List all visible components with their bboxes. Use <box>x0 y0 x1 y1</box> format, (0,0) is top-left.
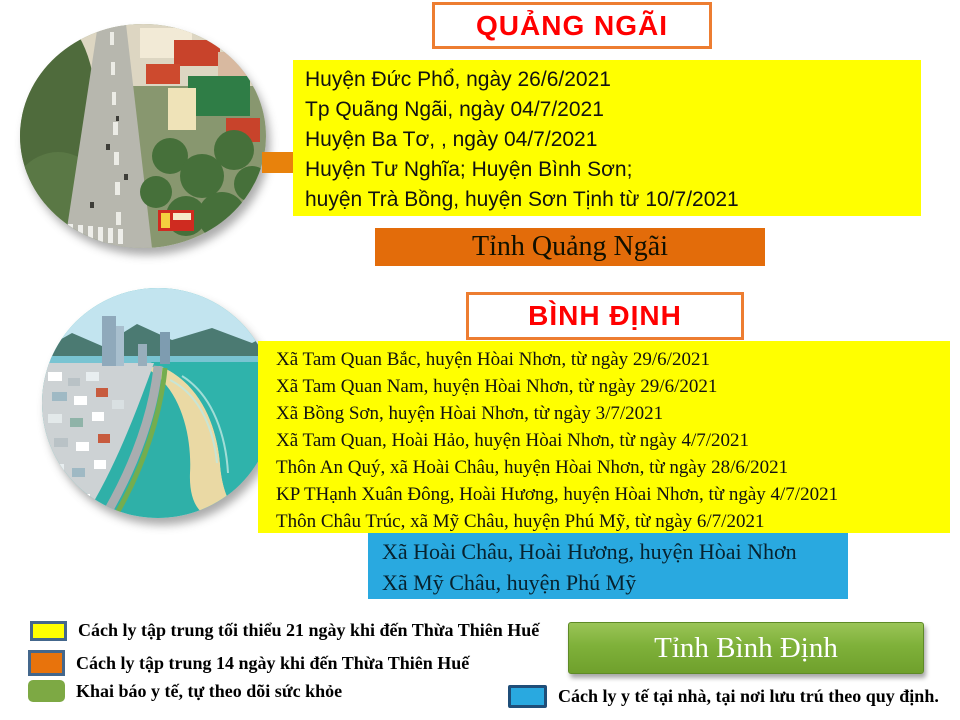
list-item: huyện Trà Bồng, huyện Sơn Tịnh từ 10/7/2021 <box>305 188 739 211</box>
connector-shape <box>262 152 293 173</box>
blue-swatch <box>508 685 547 708</box>
binh-dinh-beach-illustration <box>42 288 274 518</box>
legend-label: Khai báo y tế, tự theo dõi sức khỏe <box>76 680 343 701</box>
quang-ngai-city-illustration <box>20 24 266 248</box>
legend-item-blue <box>508 685 939 708</box>
legend-item-yellow <box>30 620 539 641</box>
list-item: Xã Tam Quan Nam, huyện Hòai Nhơn, từ ngày 29/6/2021 <box>276 376 718 397</box>
binh-dinh-beach-photo <box>42 288 274 518</box>
legend-label: Cách ly tập trung 14 ngày khi đến Thừa Thiên Huế <box>76 652 470 673</box>
binh-dinh-banner-label: Tỉnh Bình Định <box>654 631 838 664</box>
list-item: Thôn An Quý, xã Hoài Châu, huyện Hòai Nhơn, từ ngày 28/6/2021 <box>276 457 789 478</box>
list-item: Xã Bồng Sơn, huyện Hòai Nhơn, từ ngày 3/7/2021 <box>276 403 664 424</box>
binh-dinh-province-banner <box>568 622 924 674</box>
orange-swatch <box>28 650 65 676</box>
binh-dinh-home-quarantine-box <box>368 533 848 599</box>
list-item: Xã Mỹ Châu, huyện Phú Mỹ <box>382 570 637 595</box>
list-item: KP THạnh Xuân Đông, Hoài Hương, huyện Hòai Nhơn, từ ngày 4/7/2021 <box>276 484 839 505</box>
quang-ngai-title: QUẢNG NGÃI <box>476 9 668 41</box>
list-item: Tp Quãng Ngãi, ngày 04/7/2021 <box>305 98 604 121</box>
legend-item-green <box>28 680 342 702</box>
binh-dinh-title: BÌNH ĐỊNH <box>528 300 682 331</box>
legend-label: Cách ly tập trung tối thiểu 21 ngày khi đến Thừa Thiên Huế <box>78 620 540 640</box>
list-item: Xã Hoài Châu, Hoài Hương, huyện Hòai Nhơn <box>382 539 797 564</box>
legend-label: Cách ly y tế tại nhà, tại nơi lưu trú theo quy định. <box>558 686 939 706</box>
quang-ngai-banner-label: Tỉnh Quảng Ngãi <box>472 231 668 262</box>
list-item: Xã Tam Quan Bắc, huyện Hòai Nhơn, từ ngày 29/6/2021 <box>276 349 710 370</box>
quang-ngai-list-box <box>293 60 921 216</box>
yellow-swatch <box>30 621 67 641</box>
list-item: Thôn Châu Trúc, xã Mỹ Châu, huyện Phú Mỹ, từ ngày 6/7/2021 <box>276 511 765 532</box>
quang-ngai-city-photo <box>20 24 266 248</box>
list-item: Xã Tam Quan, Hoài Hảo, huyện Hòai Nhơn, từ ngày 4/7/2021 <box>276 430 749 451</box>
list-item: Huyện Ba Tơ, , ngày 04/7/2021 <box>305 128 598 151</box>
binh-dinh-list-box <box>258 341 950 533</box>
green-swatch <box>28 680 65 702</box>
list-item: Huyện Đức Phổ, ngày 26/6/2021 <box>305 68 611 91</box>
legend-item-orange <box>28 650 469 676</box>
quang-ngai-province-banner <box>375 228 765 266</box>
list-item: Huyện Tư Nghĩa; Huyện Bình Sơn; <box>305 158 633 181</box>
quang-ngai-title-box <box>432 2 712 49</box>
binh-dinh-title-box <box>466 292 744 340</box>
